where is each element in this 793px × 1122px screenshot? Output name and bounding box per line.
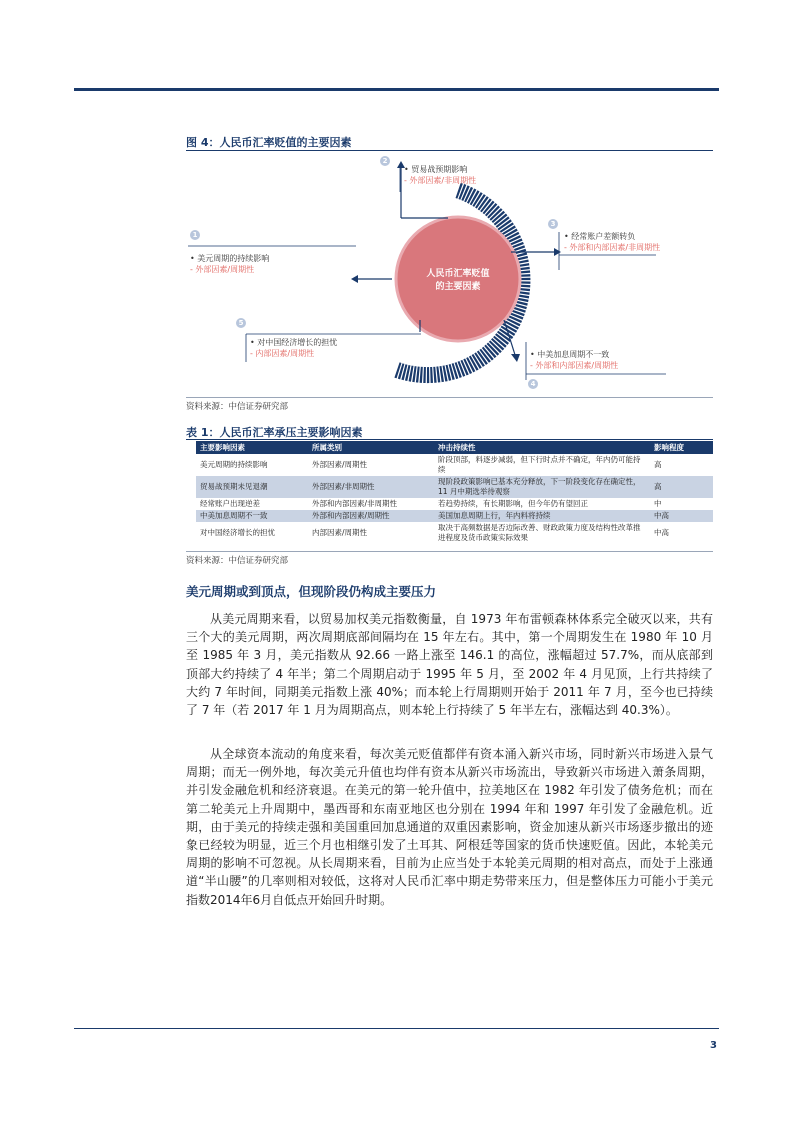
callout-4-line2: - 外部和内部因素/周期性 — [530, 361, 619, 370]
cell-persistence: 若趋势持续，有长期影响，但今年仍有望回正 — [434, 498, 650, 510]
cell-impact: 高 — [650, 476, 713, 498]
page-number: 3 — [710, 1040, 717, 1051]
cell-factor: 中美加息周期不一致 — [196, 510, 308, 522]
callout-1 — [190, 253, 269, 275]
callout-2 — [404, 164, 476, 186]
arrow-1-head — [351, 275, 358, 283]
col-header-impact: 影响程度 — [650, 441, 713, 454]
cell-factor: 经常账户出现逆差 — [196, 498, 308, 510]
factors-table — [196, 441, 713, 544]
figure-title: 图 4：人民币汇率贬值的主要因素 — [186, 136, 352, 149]
table-row — [196, 454, 713, 476]
callout-2-line2: - 外部因素/非周期性 — [404, 176, 477, 185]
cell-category: 内部因素/周期性 — [308, 522, 434, 544]
callout-2-number: 2 — [380, 156, 390, 166]
callout-3-number: 3 — [548, 219, 558, 229]
callout-5-line1: • 对中国经济增长的担忧 — [250, 338, 338, 347]
callout-3-line1: • 经常账户差额转负 — [564, 232, 636, 241]
paragraph-2: 从全球资本流动的角度来看，每次美元贬值都伴有资本涌入新兴市场，同时新兴市场进入景气周期；而无一例外地，每次美元升值也均伴有资本从新兴市场流出，导致新兴市场进入萧条周期，并引发金融危机和经济衰退。在美元的第一轮升值中，拉美地区在 1982 年引发了债务危机；而在第二轮美元上升周期中，墨西哥和东南亚地区也分别在 1994 年和 1997 年引发了金融危机。近期，由于美元的持续走强和美国重回加息通道的双重因素影响，资金加速从新兴市场逐步撤出的迹象已经较为明显，近三个月也相继引发了土耳其、阿根廷等国家的货币快速贬值。因此，本轮美元周期的影响不可忽视。从长周期来看，目前为止应当处于本轮美元周期的相对高点，而处于上涨通道“半山腰”的几率则相对较低，这将对人民币汇率中期走势带来压力，但是整体压力可能小于美元指数2014年6月自低点开始回升时期。 — [186, 747, 713, 907]
callout-1-number: 1 — [190, 230, 200, 240]
callout-2-line1: • 贸易战预期影响 — [404, 165, 468, 174]
callout-4-number: 4 — [528, 379, 538, 389]
callout-1-line1: • 美元周期的持续影响 — [190, 254, 270, 263]
cell-category: 外部因素/周期性 — [308, 454, 434, 476]
table-header-row — [196, 441, 713, 454]
center-circle — [396, 217, 520, 341]
cell-impact: 中高 — [650, 522, 713, 544]
col-header-factor: 主要影响因素 — [196, 441, 308, 454]
footer-rule — [74, 1028, 719, 1029]
cell-impact: 高 — [650, 454, 713, 476]
figure-bottom-rule — [186, 397, 713, 398]
callout-3 — [564, 231, 660, 253]
header-rule — [74, 88, 719, 91]
figure-source: 资料来源：中信证券研究部 — [186, 402, 289, 412]
table-title: 表 1：人民币汇率承压主要影响因素 — [186, 426, 363, 439]
table-top-rule — [186, 439, 713, 440]
cell-category: 外部因素/非周期性 — [308, 476, 434, 498]
cell-factor: 对中国经济增长的担忧 — [196, 522, 308, 544]
callout-5-line2: - 内部因素/周期性 — [250, 349, 315, 358]
center-label-1: 人民币汇率贬值 — [426, 269, 490, 279]
cell-persistence: 取决于高频数据是否边际改善、财政政策力度及结构性改革推进程度及货币政策实际效果 — [434, 522, 650, 544]
section-heading: 美元周期或到顶点，但现阶段仍构成主要压力 — [186, 584, 437, 599]
center-label-2: 的主要因素 — [435, 282, 481, 292]
cell-impact: 中 — [650, 498, 713, 510]
callout-4 — [530, 349, 618, 371]
table-bottom-rule — [186, 551, 713, 552]
col-header-category: 所属类别 — [308, 441, 434, 454]
table-row — [196, 510, 713, 522]
cell-impact: 中高 — [650, 510, 713, 522]
table-row — [196, 476, 713, 498]
cell-factor: 美元周期的持续影响 — [196, 454, 308, 476]
col-header-persistence: 冲击持续性 — [434, 441, 650, 454]
cell-persistence: 阶段顶部，料逐步减弱，但下行时点并不确定，年内仍可能持续 — [434, 454, 650, 476]
cell-persistence: 现阶段政策影响已基本充分释放，下一阶段变化存在确定性，11 月中期选举待观察 — [434, 476, 650, 498]
paragraph-1: 从美元周期来看，以贸易加权美元指数衡量，自 1973 年布雷顿森林体系完全破灭以来，共有三个大的美元周期，两次周期底部间隔均在 15 年左右。其中，第一个周期发生在 1980 年 10 月至 1985 年 3 月，美元指数从 92.66 一路上涨至 146.1 的高位，涨幅超过 57.7%，而从底部到顶部大约持续了 4 年半；第二个周期启动于 1995 年 5 月，至 2002 年 4 月见顶，上行共持续了大约 7 年时间，同期美元指数上涨 40%；而本轮上行周期则开始于 2011 年 7 月，至今也已持续了 7 年（若 2017 年 1 月为周期高点，则本轮上行持续了 5 年半左右，涨幅达到 40.3%）。 — [186, 612, 713, 718]
cell-factor: 贸易战预期未见退潮 — [196, 476, 308, 498]
cell-persistence: 美国加息周期上行，年内料将持续 — [434, 510, 650, 522]
callout-5-number: 5 — [236, 318, 246, 328]
callout-4-line1: • 中美加息周期不一致 — [530, 350, 610, 359]
table-row — [196, 522, 713, 544]
cell-category: 外部和内部因素/周期性 — [308, 510, 434, 522]
callout-1-line2: - 外部因素/周期性 — [190, 265, 255, 274]
table-source: 资料来源：中信证券研究部 — [186, 556, 289, 566]
callout-3-line2: - 外部和内部因素/非周期性 — [564, 243, 661, 252]
cell-category: 外部和内部因素/非周期性 — [308, 498, 434, 510]
arrow-4-head — [511, 354, 520, 362]
callout-5 — [250, 337, 337, 359]
table-row — [196, 498, 713, 510]
figure-top-rule — [186, 150, 713, 151]
